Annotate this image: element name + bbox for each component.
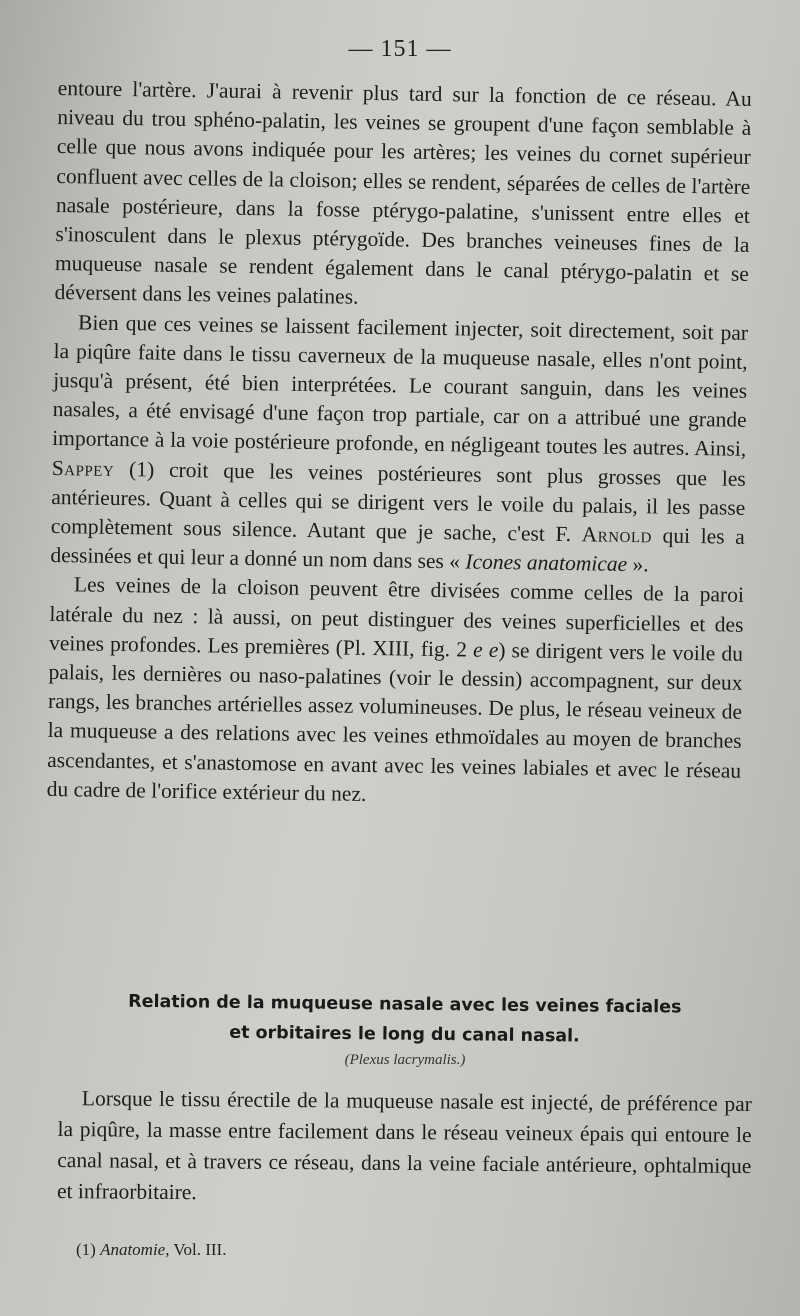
paragraph-text: ) se dirigent vers le voile du palais, les dernières ou naso-palatines (voir le dessin) accompagnent, sur deux rangs, les branches artérielles assez volumineuses. De plus, le réseau veineux de la muqueuse a des relations avec les veines ethmoïdales au moyen de branches ascendantes, et s'anastomose en avant avec les veines labiales et avec le réseau du cadre de l'orifice extérieur du nez. <box>46 637 744 806</box>
page-number: — 151 — <box>348 36 452 62</box>
cited-work-title: Icones anatomicae <box>465 549 628 577</box>
section-heading-line: Relation de la muqueuse nasale avec les veines faciales <box>128 991 682 1018</box>
section-heading-line: et orbitaires le long du canal nasal. <box>229 1022 580 1047</box>
paragraph-text: ». <box>626 552 649 577</box>
body-text <box>47 74 752 815</box>
figure-reference: e e <box>472 637 499 662</box>
section-paragraph: Lorsque le tissu érectile de la muqueuse nasale est injecté, de préférence par la piqûre, la masse entre facilement dans le réseau veineux épais qui entoure le canal nasal, et à travers ce réseau, dans la veine faciale antérieure, ophtalmique et infraorbitaire. <box>56 1086 752 1205</box>
footnote-text: , Vol. III. <box>165 1240 227 1259</box>
paragraph-continuation: entoure l'artère. J'aurai à revenir plus tard sur la fonction de ce réseau. Au niveau du trou sphéno-palatin, les veines se groupent d'une façon semblable à celle que nous avons indiquée pour les artères; les veines du cornet supérieur confluent avec celles de la cloison; elles se rendent, séparées de celles de l'artère nasale postérieure, dans la fosse ptérygo-palatine, s'unissent entre elles et s'inosculent dans le plexus ptérygoïde. Des branches veineuses fines de la muqueuse nasale se rendent également dans le canal ptérygo-palatin et se déversent dans les veines palatines. <box>54 75 752 310</box>
paragraph-text: Les veines de la cloison peuvent être divisées comme celles de la paroi latérale du nez : là aussi, on peut distinguer des veines superficielles et des veines profondes. Les premières (Pl. XIII, fig. 2 <box>48 572 745 662</box>
section-heading <box>57 986 752 1053</box>
author-name: Arnold <box>581 522 653 548</box>
paragraph-text: (1) croit que les veines postérieures sont plus grosses que les antérieures. Quant à celles qui se dirigent vers le voile du palais, il les passe complètement sous silence. Autant que je sache, c'est F. <box>50 456 746 547</box>
section-subheading: (Plexus lacrymalis.) <box>344 1052 466 1068</box>
paragraph-text: Bien que ces veines se laissent facilement injecter, soit directement, soit par la piqûre faite dans le tissu caverneux de la muqueuse nasale, elles n'ont point, jusqu'à présent, été bien interprétées. Le courant sanguin, dans les veines nasales, a été envisagé d'une façon trop partiale, car on a attribué une grande importance à la voie postérieure profonde, en négligeant toutes les autres. Ainsi, <box>52 309 749 462</box>
footnote-marker: (1) <box>76 1240 96 1259</box>
author-name: Sappey <box>51 455 115 481</box>
paragraph-sappey <box>50 308 748 582</box>
footnote-title: Anatomie <box>100 1240 166 1259</box>
paragraph-cloison <box>47 570 745 814</box>
section-body <box>57 1083 752 1213</box>
paragraph-text: qui les a dessinées et qui leur a donné un nom dans ses « <box>50 523 746 574</box>
footnote <box>76 1240 226 1260</box>
